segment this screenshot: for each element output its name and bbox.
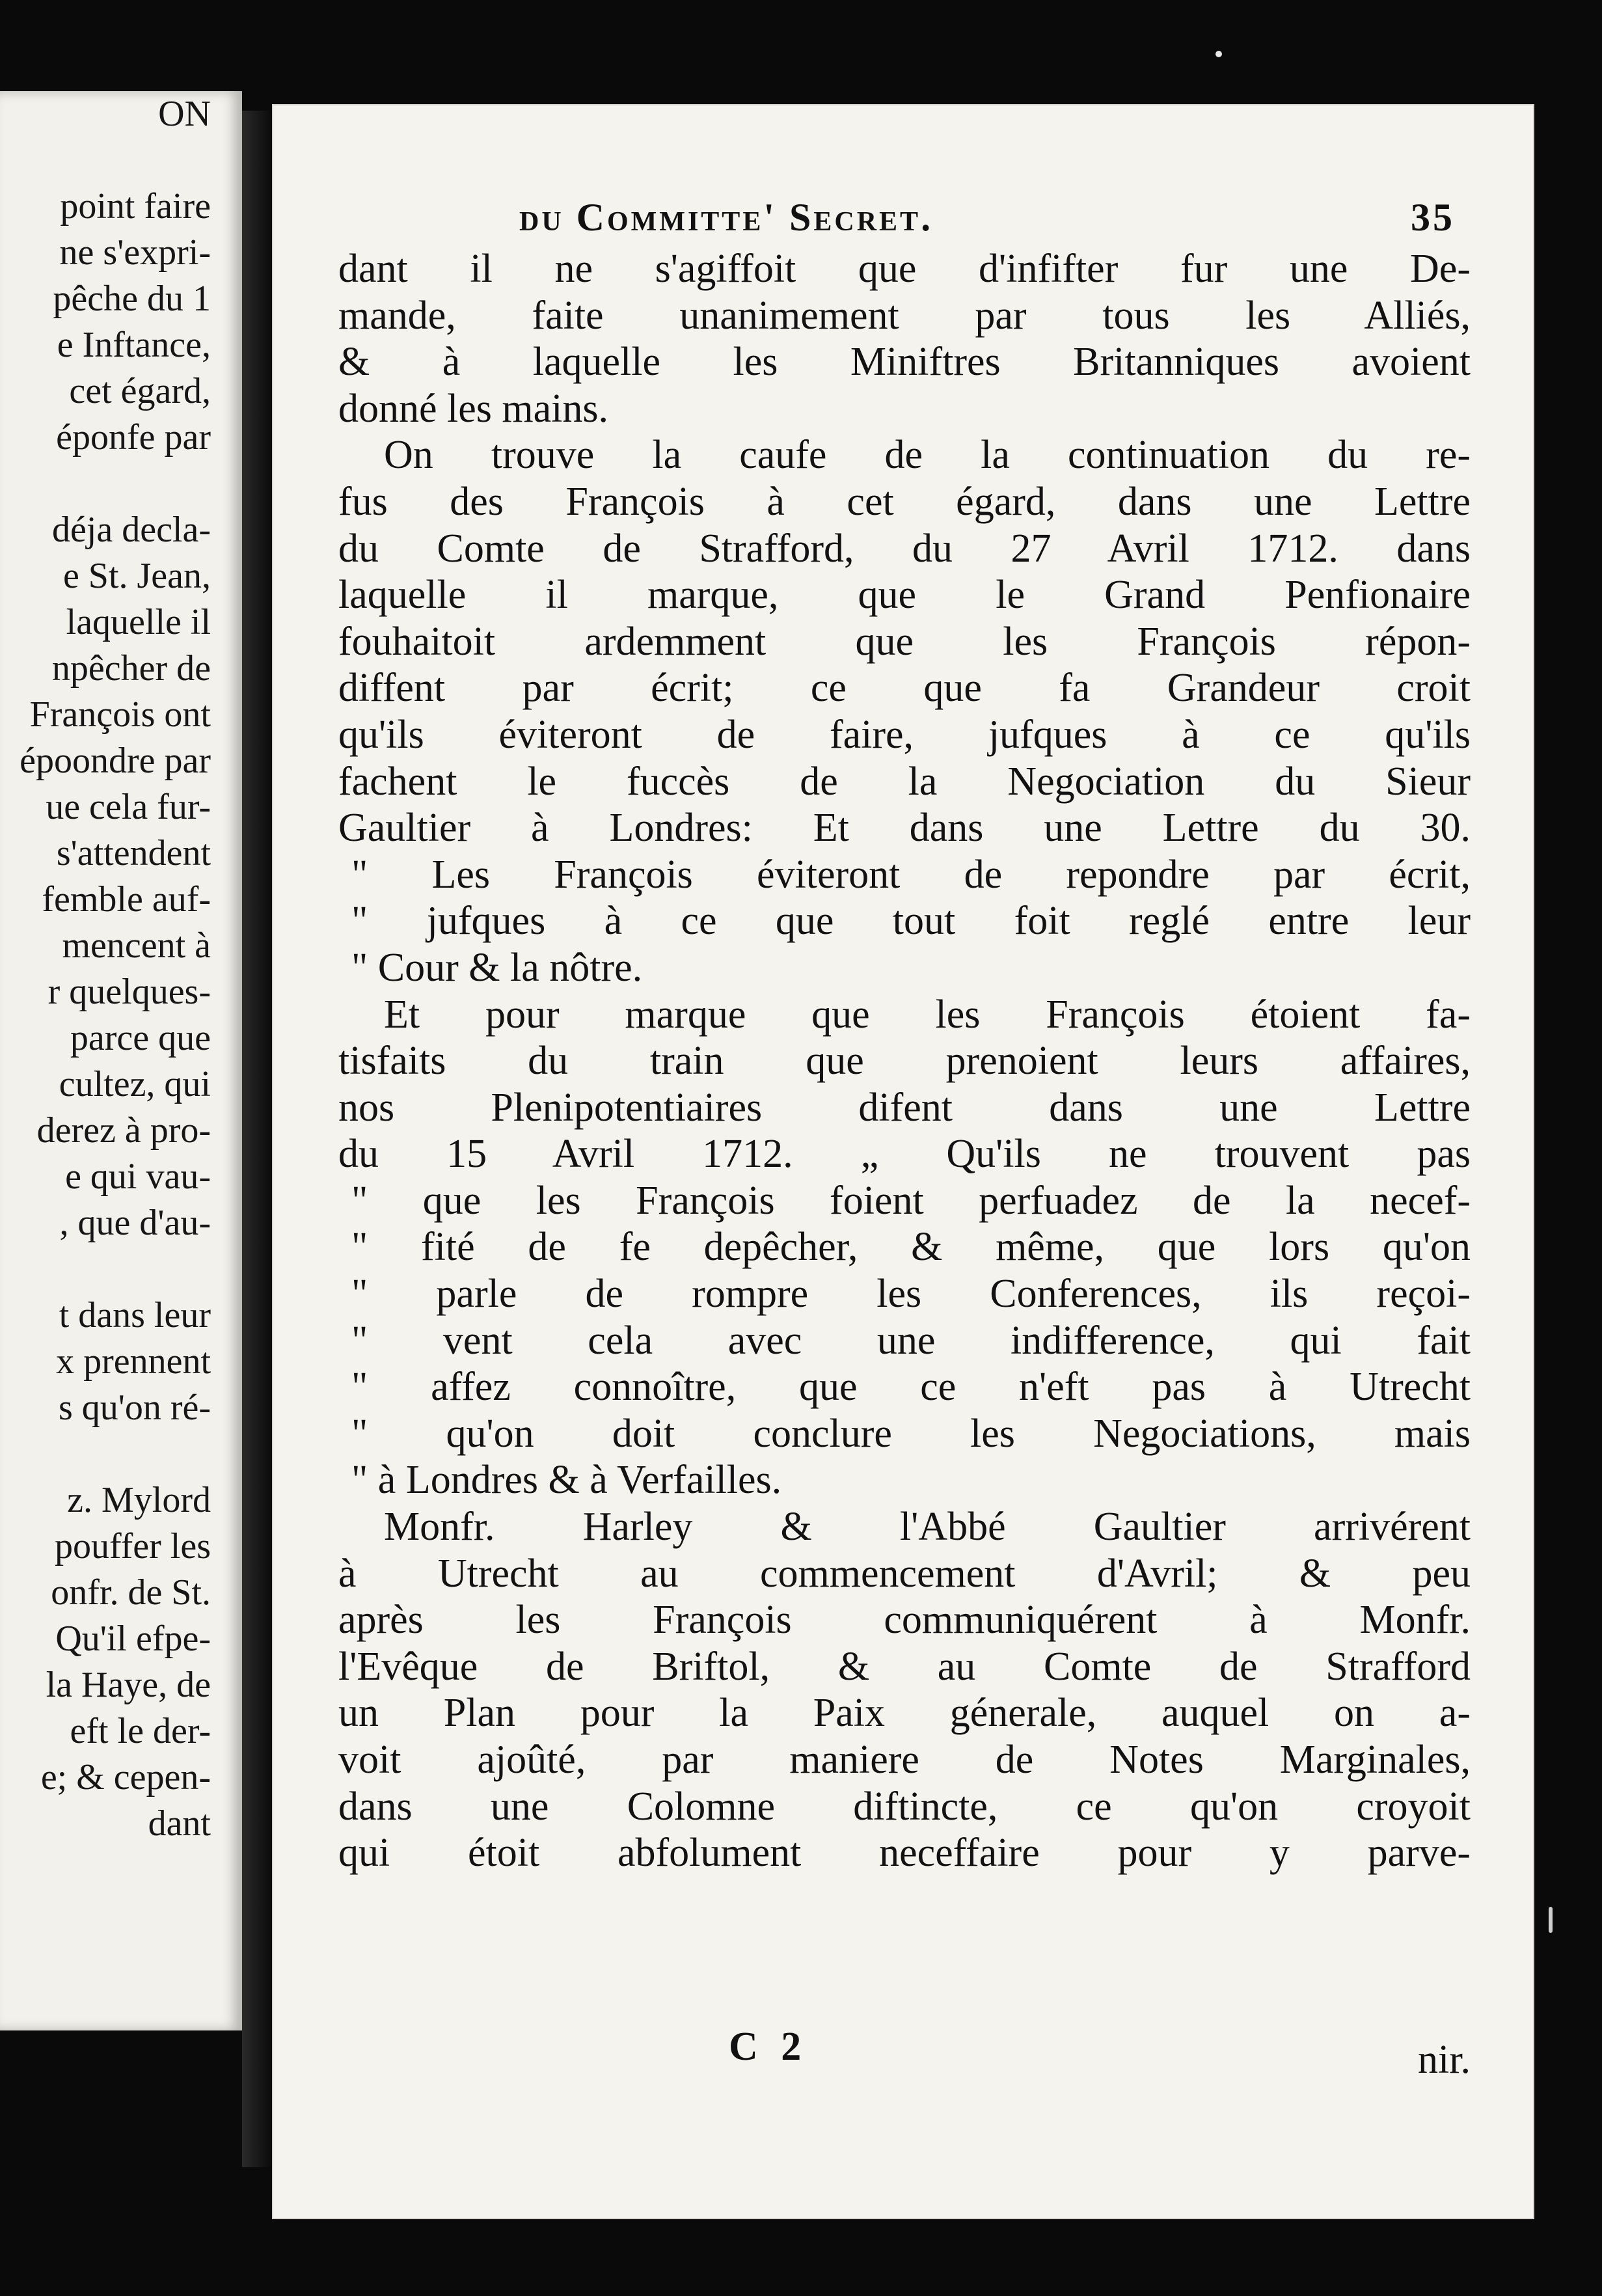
text-line: & à laquelle les Miniftres Britanniques avoient xyxy=(338,340,1471,385)
left-page-line xyxy=(20,1431,211,1477)
left-page-line: époondre par xyxy=(20,741,211,781)
text-line: du Comte de Strafford, du 27 Avril 1712. dans xyxy=(338,526,1471,571)
text-line: dans une Colomne diftincte, ce qu'on croyoit xyxy=(338,1784,1471,1829)
text-line: donné les mains. xyxy=(338,386,608,431)
left-page-line: eft le der- xyxy=(70,1711,211,1751)
left-page-line: Qu'il efpe- xyxy=(55,1619,211,1659)
scan-speck xyxy=(1549,1907,1553,1933)
text-line: un Plan pour la Paix génerale, auquel on a- xyxy=(338,1691,1471,1736)
left-page-line: ue cela fur- xyxy=(46,787,211,827)
left-page-line: s qu'on ré- xyxy=(58,1387,211,1428)
left-page-line: point faire xyxy=(60,186,211,226)
left-page-line: ne s'expri- xyxy=(59,232,211,273)
left-page-line: z. Mylord xyxy=(67,1480,211,1520)
left-page-line xyxy=(20,137,211,184)
left-page-line: npêcher de xyxy=(51,648,211,689)
running-title: du Committe' Secret. xyxy=(519,196,934,239)
left-page-line: mencent à xyxy=(62,925,211,966)
text-line: " qu'on doit conclure les Negociations, mais xyxy=(351,1411,1471,1456)
left-page-line: parce que xyxy=(70,1018,211,1058)
text-line: diffent par écrit; ce que fa Grandeur croit xyxy=(338,666,1471,711)
page-number: 35 xyxy=(1411,196,1455,239)
left-page-line: pêche du 1 xyxy=(53,279,211,319)
left-page-line: cultez, qui xyxy=(59,1064,211,1104)
left-page-line: éponfe par xyxy=(56,417,211,458)
text-line: fus des François à cet égard, dans une Lettre xyxy=(338,479,1471,524)
left-page-line: s'attendent xyxy=(56,833,211,873)
text-line: l'Evêque de Briftol, & au Comte de Strafford xyxy=(338,1644,1471,1689)
text-line: voit ajoûté, par maniere de Notes Marginales, xyxy=(338,1738,1471,1782)
left-page-line: e Inftance, xyxy=(57,325,211,365)
text-line: On trouve la caufe de la continuation du re- xyxy=(384,433,1471,478)
text-line: " que les François foient perfuadez de la necef- xyxy=(351,1178,1471,1223)
left-page-line: , que d'au- xyxy=(59,1203,211,1243)
left-page-text xyxy=(20,91,211,1847)
left-page-line: ON xyxy=(158,94,211,134)
left-page-line: dant xyxy=(148,1803,211,1844)
left-page-line: onfr. de St. xyxy=(51,1572,211,1613)
text-line: " à Londres & à Verfailles. xyxy=(351,1458,782,1503)
body-text xyxy=(338,246,1471,1877)
catchword: nir. xyxy=(1418,2038,1471,2082)
text-line: " vent cela avec une indifference, qui fait xyxy=(351,1318,1471,1363)
left-page-line: derez à pro- xyxy=(36,1110,211,1151)
scan-speck xyxy=(1215,51,1222,57)
left-page-line: e qui vau- xyxy=(65,1156,211,1197)
left-page-line: e St. Jean, xyxy=(62,556,211,596)
left-page-fragment xyxy=(0,91,242,2030)
text-line: " fité de fe depêcher, & même, que lors qu'on xyxy=(351,1225,1471,1270)
text-line: " Cour & la nôtre. xyxy=(351,945,643,990)
text-line: nos Plenipotentiaires difent dans une Lettre xyxy=(338,1085,1471,1130)
left-page-line: pouffer les xyxy=(55,1526,211,1566)
left-page-line: e; & cepen- xyxy=(40,1757,211,1797)
text-line: du 15 Avril 1712. „ Qu'ils ne trouvent pas xyxy=(338,1132,1471,1177)
text-line: " Les François éviteront de repondre par écrit, xyxy=(351,852,1471,897)
right-page xyxy=(272,104,1534,2219)
text-line: dant il ne s'agiffoit que d'infifter fur une De- xyxy=(338,247,1471,291)
text-line: laquelle il marque, que le Grand Penfionaire xyxy=(338,573,1471,618)
text-line: " affez connoître, que ce n'eft pas à Utrecht xyxy=(351,1365,1471,1410)
left-page-line: r quelques- xyxy=(48,972,211,1012)
text-line: " parle de rompre les Conferences, ils reçoi- xyxy=(351,1272,1471,1317)
text-line: qui étoit abfolument neceffaire pour y parve- xyxy=(338,1831,1471,1876)
page-footer xyxy=(338,2024,1471,2082)
text-line: Gaultier à Londres: Et dans une Lettre du 30. xyxy=(338,806,1471,851)
text-line: tisfaits du train que prenoient leurs affaires, xyxy=(338,1039,1471,1084)
text-line: à Utrecht au commencement d'Avril; & peu xyxy=(338,1551,1471,1596)
text-line: " jufques à ce que tout foit reglé entre leur xyxy=(351,899,1471,944)
text-line: fouhaitoit ardemment que les François répon- xyxy=(338,619,1471,664)
text-line: fachent le fuccès de la Negociation du Sieur xyxy=(338,759,1471,804)
left-page-line: t dans leur xyxy=(59,1295,211,1335)
left-page-line: cet égard, xyxy=(69,371,211,411)
left-page-line xyxy=(20,1246,211,1292)
left-page-line: François ont xyxy=(29,694,211,735)
left-page-line: femble auf- xyxy=(42,879,211,920)
left-page-line: déja decla- xyxy=(51,510,211,550)
left-page-line: la Haye, de xyxy=(46,1665,211,1705)
text-line: Monfr. Harley & l'Abbé Gaultier arrivérent xyxy=(384,1505,1471,1550)
text-line: qu'ils éviteront de faire, jufques à ce qu'ils xyxy=(338,712,1471,757)
signature-mark: C 2 xyxy=(729,2025,808,2069)
text-line: Et pour marque que les François étoient fa- xyxy=(384,992,1471,1037)
left-page-line xyxy=(20,461,211,507)
text-line: après les François communiquérent à Monfr. xyxy=(338,1598,1471,1643)
left-page-line: laquelle il xyxy=(66,602,211,642)
left-page-line: x prennent xyxy=(56,1341,211,1382)
text-line: mande, faite unanimement par tous les Alliés, xyxy=(338,293,1471,338)
